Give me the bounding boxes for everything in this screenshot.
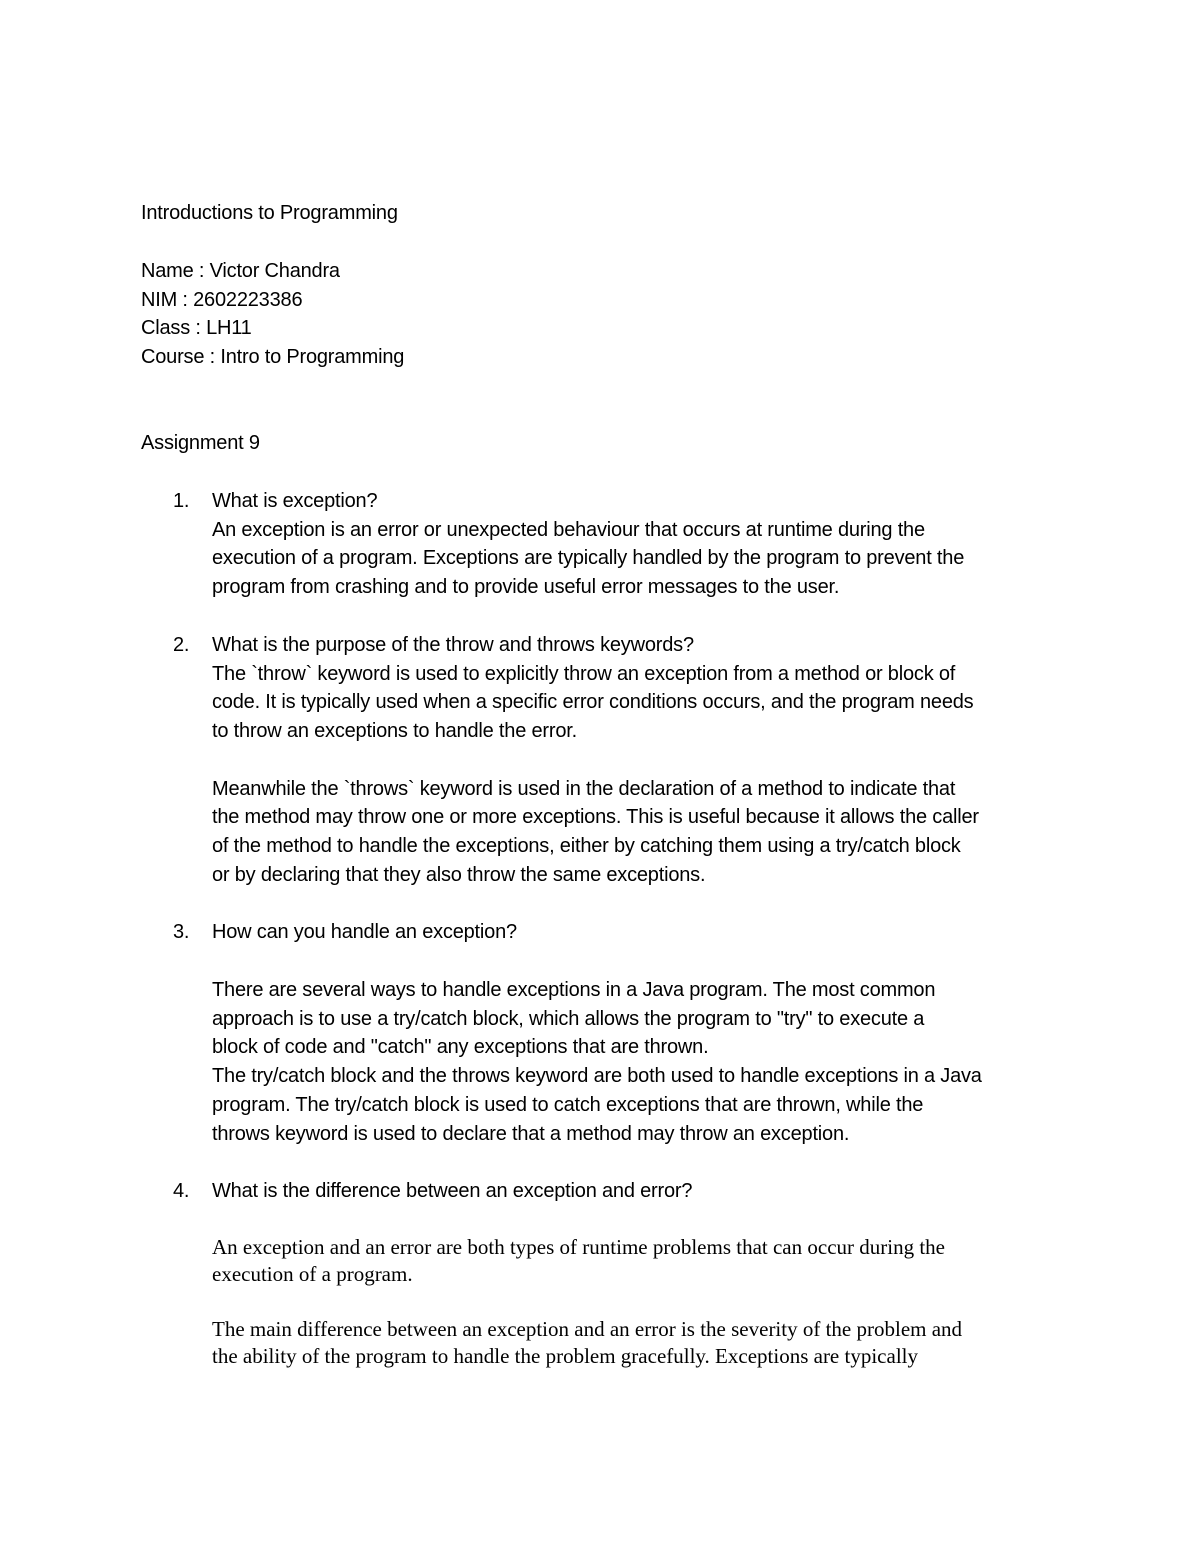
- answer-line: execution of a program.: [212, 1262, 413, 1286]
- student-name: Name : Victor Chandra: [141, 260, 340, 282]
- document-title: Introductions to Programming: [141, 202, 398, 224]
- answer-line: block of code and "catch" any exceptions that are thrown.: [212, 1036, 709, 1058]
- answer-line: of the method to handle the exceptions, either by catching them using a try/catch block: [212, 835, 961, 857]
- answer-line: Meanwhile the `throws` keyword is used in the declaration of a method to indicate that: [212, 778, 956, 800]
- answer-line: An exception is an error or unexpected behaviour that occurs at runtime during the: [212, 519, 925, 541]
- answer-line: program. The try/catch block is used to catch exceptions that are thrown, while the: [212, 1094, 924, 1116]
- assignment-title: Assignment 9: [141, 432, 260, 454]
- question-number: 4.: [173, 1180, 190, 1202]
- answer-line: the method may throw one or more exceptions. This is useful because it allows the caller: [212, 806, 979, 828]
- answer-line: or by declaring that they also throw the same exceptions.: [212, 864, 706, 886]
- question-text: How can you handle an exception?: [212, 921, 517, 943]
- course-name: Course : Intro to Programming: [141, 346, 405, 368]
- answer-line: the ability of the program to handle the problem gracefully. Exceptions are typically: [212, 1344, 918, 1368]
- answer-line: The try/catch block and the throws keyword are both used to handle exceptions in a Java: [212, 1065, 982, 1087]
- question-number: 2.: [173, 634, 190, 656]
- answer-line: program from crashing and to provide useful error messages to the user.: [212, 576, 840, 598]
- question-number: 1.: [173, 490, 190, 512]
- answer-line: The main difference between an exception and an error is the severity of the problem and: [212, 1317, 963, 1341]
- question-text: What is the difference between an exception and error?: [212, 1180, 693, 1202]
- answer-line: approach is to use a try/catch block, which allows the program to "try" to execute a: [212, 1008, 925, 1030]
- question-number: 3.: [173, 921, 190, 943]
- answer-line: throws keyword is used to declare that a method may throw an exception.: [212, 1123, 850, 1145]
- question-text: What is the purpose of the throw and throws keywords?: [212, 634, 694, 656]
- student-nim: NIM : 2602223386: [141, 289, 303, 311]
- answer-line: An exception and an error are both types of runtime problems that can occur during the: [212, 1235, 946, 1259]
- answer-line: execution of a program. Exceptions are typically handled by the program to prevent the: [212, 547, 965, 569]
- answer-line: The `throw` keyword is used to explicitly throw an exception from a method or block of: [212, 663, 956, 685]
- question-text: What is exception?: [212, 490, 378, 512]
- answer-line: code. It is typically used when a specific error conditions occurs, and the program needs: [212, 691, 974, 713]
- answer-line: to throw an exceptions to handle the error.: [212, 720, 577, 742]
- student-class: Class : LH11: [141, 317, 252, 339]
- answer-line: There are several ways to handle exceptions in a Java program. The most common: [212, 979, 936, 1001]
